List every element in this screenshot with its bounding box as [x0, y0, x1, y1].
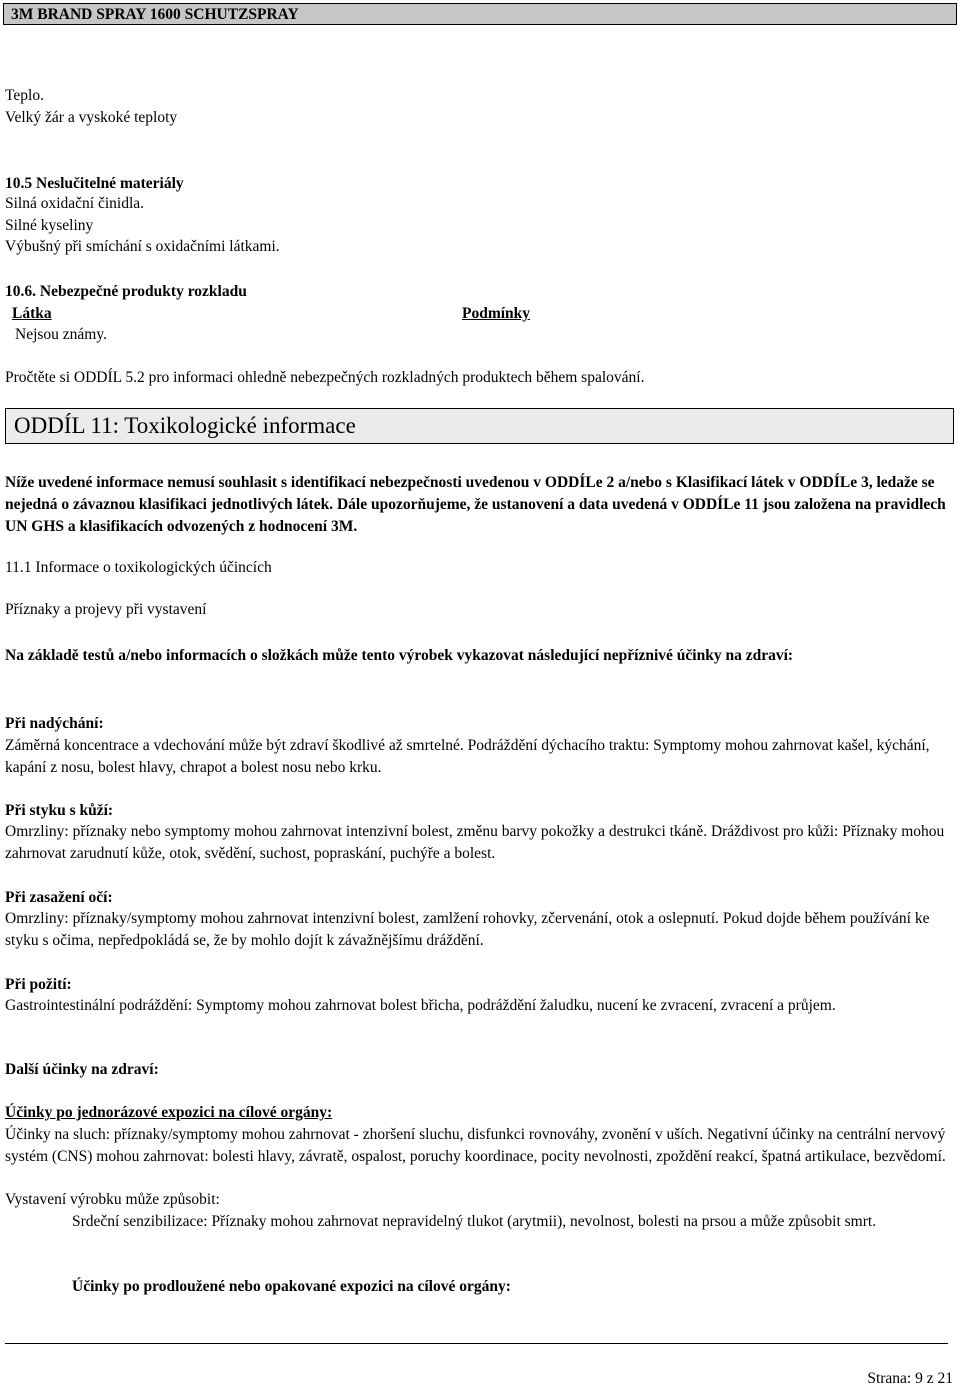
column-header-conditions: Podmínky	[462, 305, 531, 322]
text-high-heat: Velký žár a vyskoké teploty	[5, 109, 178, 126]
text-cardiac-sensitization: Srdeční senzibilizace: Příznaky mohou zahrnovat nepravidelný tlukot (arytmii), nevolnost, bolesti na prsou a může způsobit smrt.	[72, 1213, 877, 1230]
heading-10-5: 10.5 Neslučitelné materiály	[5, 175, 184, 192]
heading-10-6: 10.6. Nebezpečné produkty rozkladu	[5, 283, 247, 300]
column-header-substance: Látka	[12, 305, 52, 322]
list-item: Výbušný při smíchání s oxidačními látkami.	[5, 238, 280, 255]
effects-basis: Na základě testů a/nebo informacích o složkách může tento výrobek vykazovat následující nepříznivé účinky na zdraví:	[5, 647, 794, 664]
text-heat: Teplo.	[5, 87, 44, 104]
section-11-header	[5, 408, 954, 444]
text-eye: Omrzliny: příznaky/symptomy mohou zahrnovat intenzivní bolest, zamlžení rohovky, zčervenání, otok a oslepnutí. Pokud dojde během používání ke styku s očima, nepředpokládá se, že by mohlo dojít k závažnějšímu dráždění.	[5, 910, 930, 949]
text-single-exposure: Účinky na sluch: příznaky/symptomy mohou zahrnovat - zhoršení sluchu, disfunkci rovnováhy, zvonění v uších. Negativní účinky na centrální nervový systém (CNS) mohou zahrnovat: bolesti hlavy, závratě, ospalost, poruchy koordinace, pocity nevolnosti, zpoždění reakcí, špatná artikulace, bezvědomí.	[5, 1126, 946, 1165]
heading-11-1: 11.1 Informace o toxikologických účincích	[5, 559, 272, 576]
note-section-5-2: Pročtěte si ODDÍL 5.2 pro informaci ohledně nebezpečných rozkladných produktech během spalování.	[5, 369, 645, 386]
text-exposure-may-cause: Vystavení výrobku může způsobit:	[5, 1191, 220, 1208]
heading-prolonged-exposure: Účinky po prodloužené nebo opakované expozici na cílové orgány:	[72, 1278, 511, 1295]
text-ingestion: Gastrointestinální podráždění: Symptomy mohou zahrnovat bolest břicha, podráždění žaludku, nucení ke zvracení, zvracení a průjem.	[5, 997, 836, 1014]
document-title: 3M BRAND SPRAY 1600 SCHUTZSPRAY	[11, 6, 299, 23]
list-item: Silné kyseliny	[5, 217, 94, 234]
heading-single-exposure: Účinky po jednorázové expozici na cílové orgány:	[5, 1104, 333, 1121]
page-number: Strana: 9 z 21	[867, 1370, 953, 1387]
heading-skin: Při styku s kůží:	[5, 802, 114, 819]
document-title-bar	[3, 3, 957, 25]
footer-divider	[5, 1343, 948, 1344]
table-cell-none-known: Nejsou známy.	[15, 326, 107, 343]
list-item: Silná oxidační činidla.	[5, 195, 145, 212]
section-11-title: ODDÍL 11: Toxikologické informace	[14, 413, 356, 438]
heading-ingestion: Při požití:	[5, 976, 72, 993]
heading-other-effects: Další účinky na zdraví:	[5, 1061, 159, 1078]
heading-symptoms: Příznaky a projevy při vystavení	[5, 601, 207, 618]
heading-inhalation: Při nadýchání:	[5, 715, 104, 732]
text-skin: Omrzliny: příznaky nebo symptomy mohou zahrnovat intenzivní bolest, změnu barvy pokožky a destrukci tkáně. Dráždivost pro kůži: Příznaky mohou zahrnovat zarudnutí kůže, otok, svědění, suchost, popraskání, puchýře a bolest.	[5, 823, 945, 862]
text-inhalation: Záměrná koncentrace a vdechování může být zdraví škodlivé až smrtelné. Podráždění dýchacího traktu: Symptomy mohou zahrnovat kašel, kýchání, kapání z nosu, bolest hlavy, chrapot a bolest nosu nebo krku.	[5, 737, 930, 776]
section-11-intro: Níže uvedené informace nemusí souhlasit s identifikací nebezpečnosti uvedenou v ODDÍLe 2 a/nebo s Klasifikací látek v ODDÍLe 3, ledaže se nejedná o závaznou klasifikaci jednotlivých látek. Dále upozorňujeme, že ustanovení a data uvedená v ODDÍLe 11 jsou založena na pravidlech UN GHS a klasifikacích odvozených z hodnocení 3M.	[5, 474, 946, 535]
heading-eye: Při zasažení očí:	[5, 889, 113, 906]
